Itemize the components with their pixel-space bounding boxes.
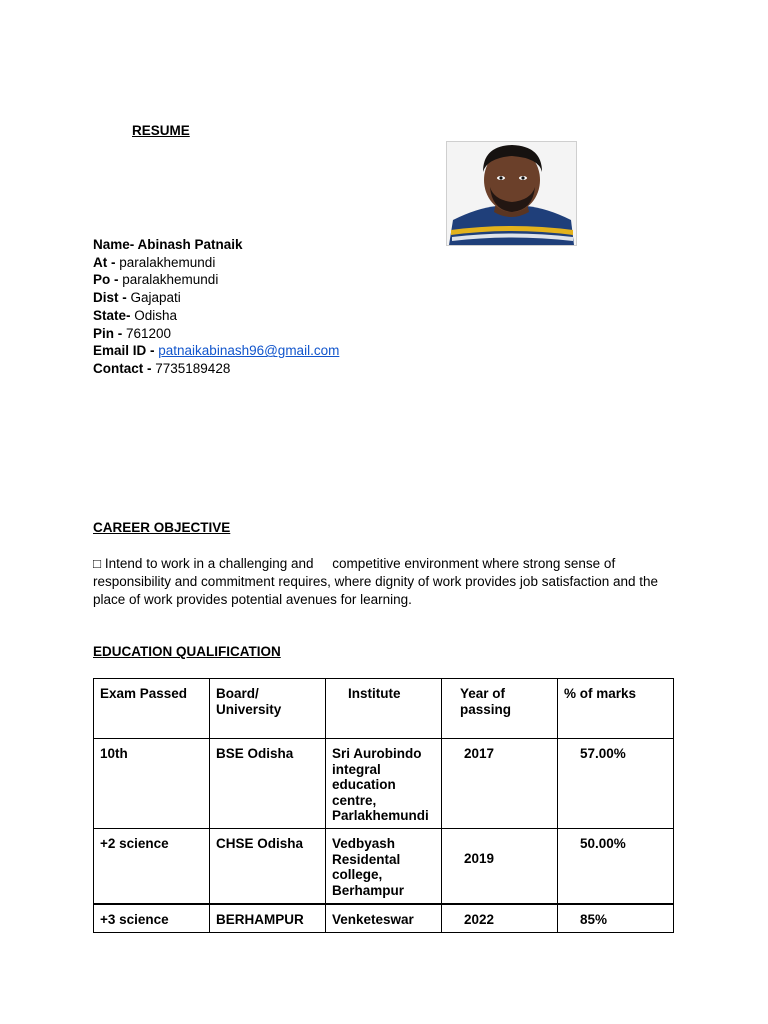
cell-board: CHSE Odisha <box>210 829 326 904</box>
cell-marks: 50.00% <box>558 829 674 904</box>
header-institute: Institute <box>326 679 442 739</box>
education-table <box>93 678 674 933</box>
cell-marks: 85% <box>558 904 674 933</box>
header-marks: % of marks <box>558 679 674 739</box>
at-label: At - <box>93 254 120 270</box>
header-year: Year of passing <box>442 679 558 739</box>
cell-institute: Vedbyash Residental college, Berhampur <box>326 829 442 904</box>
state-label: State- <box>93 307 135 323</box>
personal-details <box>93 236 339 378</box>
name-label: Name- Abinash Patnaik <box>93 237 243 252</box>
at-value: paralakhemundi <box>119 254 216 270</box>
email-link[interactable]: patnaikabinash96@gmail.com <box>158 343 340 359</box>
contact-value: 7735189428 <box>155 360 231 376</box>
table-row <box>94 829 674 904</box>
dist-value: Gajapati <box>130 290 181 306</box>
resume-title: RESUME <box>132 123 190 138</box>
table-row <box>94 904 674 933</box>
contact-label: Contact - <box>93 360 156 376</box>
career-objective-text: □ Intend to work in a challenging and competitive environment where strong sense of responsibility and commitment requires, where dignity of work provides job satisfaction and the place of work provides potential avenues for learning. <box>93 556 662 607</box>
cell-marks: 57.00% <box>558 739 674 829</box>
cell-institute: Venketeswar <box>326 904 442 933</box>
header-board: Board/ University <box>210 679 326 739</box>
po-label: Po - <box>93 272 123 288</box>
cell-institute: Sri Aurobindo integral education centre, Parlakhemundi <box>326 739 442 829</box>
dist-label: Dist - <box>93 290 131 306</box>
email-label: Email ID - <box>93 343 159 359</box>
cell-year: 2017 <box>442 739 558 829</box>
po-value: paralakhemundi <box>122 272 219 288</box>
state-value: Odisha <box>134 307 178 323</box>
career-objective-heading: CAREER OBJECTIVE <box>93 520 231 535</box>
header-exam: Exam Passed <box>94 679 210 739</box>
cell-board: BSE Odisha <box>210 739 326 829</box>
profile-photo-image <box>447 142 576 245</box>
cell-board: BERHAMPUR <box>210 904 326 933</box>
cell-exam: +2 science <box>94 829 210 904</box>
cell-exam: 10th <box>94 739 210 829</box>
profile-photo <box>446 141 577 246</box>
cell-year: 2019 <box>442 829 558 904</box>
cell-year: 2022 <box>442 904 558 933</box>
education-heading: EDUCATION QUALIFICATION <box>93 644 281 659</box>
table-row <box>94 739 674 829</box>
table-header-row <box>94 679 674 739</box>
pin-label: Pin - <box>93 325 126 341</box>
cell-exam: +3 science <box>94 904 210 933</box>
pin-value: 761200 <box>126 325 172 341</box>
